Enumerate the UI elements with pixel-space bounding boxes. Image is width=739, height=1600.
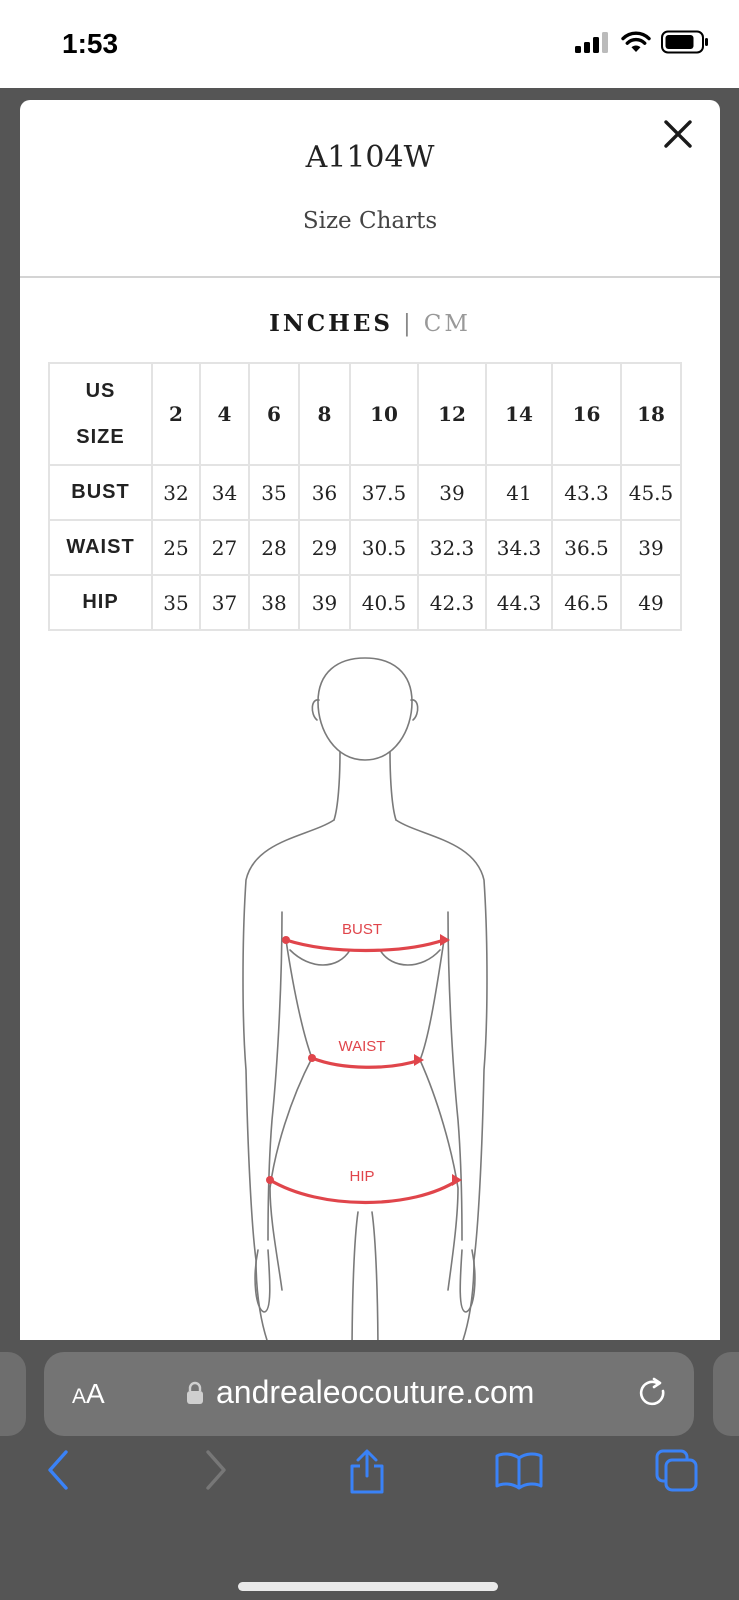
table-cell: 45.5 <box>621 465 681 520</box>
wifi-icon <box>621 31 651 53</box>
url-display[interactable] <box>186 1374 534 1411</box>
table-cell: 46.5 <box>552 575 621 630</box>
table-row-hip <box>49 575 681 630</box>
size-header-cell: 16 <box>552 363 621 465</box>
table-cell: 34 <box>200 465 249 520</box>
body-measurement-figure <box>20 640 720 1340</box>
product-code-title: A1104W <box>305 140 435 175</box>
next-tab-preview[interactable] <box>713 1352 739 1436</box>
table-cell: 30.5 <box>350 520 418 575</box>
size-header-cell: 8 <box>299 363 350 465</box>
text-size-button[interactable]: AA <box>72 1378 105 1409</box>
lock-icon <box>186 1381 204 1405</box>
back-arrow-icon[interactable] <box>44 1448 74 1492</box>
cellular-signal-icon <box>575 31 611 53</box>
size-header-cell: 10 <box>350 363 418 465</box>
previous-tab-preview[interactable] <box>0 1352 26 1436</box>
table-header-row <box>49 363 681 465</box>
table-cell: 37.5 <box>350 465 418 520</box>
row-label-bust: BUST <box>49 465 152 520</box>
waist-measure-line <box>312 1058 420 1067</box>
status-time: 1:53 <box>62 28 119 59</box>
url-text: andrealeocouture.com <box>216 1374 535 1410</box>
size-header-cell: 14 <box>486 363 552 465</box>
modal-subtitle: Size Charts <box>302 208 438 234</box>
table-cell: 39 <box>299 575 350 630</box>
unit-toggle <box>20 310 720 337</box>
waist-figure-label: WAIST <box>338 1038 386 1055</box>
bust-figure-label: BUST <box>341 921 383 938</box>
size-chart-modal <box>20 100 720 1340</box>
home-indicator <box>238 1582 498 1591</box>
table-row-bust <box>49 465 681 520</box>
table-cell: 28 <box>249 520 299 575</box>
table-row-waist <box>49 520 681 575</box>
table-cell: 38 <box>249 575 299 630</box>
table-cell: 43.3 <box>552 465 621 520</box>
us-size-header: US SIZE <box>49 363 152 465</box>
table-cell: 39 <box>621 520 681 575</box>
reload-icon[interactable] <box>636 1376 670 1410</box>
tabs-icon[interactable] <box>654 1448 700 1494</box>
table-cell: 27 <box>200 520 249 575</box>
table-cell: 32 <box>152 465 200 520</box>
unit-separator: | <box>403 311 414 337</box>
size-header-cell: 4 <box>200 363 249 465</box>
table-cell: 29 <box>299 520 350 575</box>
bust-measure-line <box>286 940 444 951</box>
row-label-waist: WAIST <box>49 520 152 575</box>
table-cell: 49 <box>621 575 681 630</box>
table-cell: 35 <box>249 465 299 520</box>
table-cell: 25 <box>152 520 200 575</box>
table-cell: 36.5 <box>552 520 621 575</box>
bookmarks-icon[interactable] <box>494 1448 544 1492</box>
size-header-cell: 2 <box>152 363 200 465</box>
table-cell: 40.5 <box>350 575 418 630</box>
battery-icon <box>661 30 709 54</box>
browser-toolbar <box>0 1440 739 1520</box>
unit-cm-tab[interactable]: CM <box>423 311 471 337</box>
size-header-cell: 12 <box>418 363 486 465</box>
size-header-cell: 18 <box>621 363 681 465</box>
status-bar <box>0 0 739 88</box>
header-divider <box>20 276 720 278</box>
size-header-cell: 6 <box>249 363 299 465</box>
table-cell: 36 <box>299 465 350 520</box>
share-icon[interactable] <box>346 1448 388 1496</box>
hip-figure-label: HIP <box>349 1168 375 1185</box>
unit-inches-tab[interactable]: INCHES <box>269 310 394 337</box>
table-cell: 44.3 <box>486 575 552 630</box>
table-cell: 39 <box>418 465 486 520</box>
browser-bottom-bar <box>0 1340 739 1600</box>
table-cell: 37 <box>200 575 249 630</box>
table-cell: 32.3 <box>418 520 486 575</box>
address-bar[interactable] <box>44 1352 694 1436</box>
size-table <box>48 362 682 631</box>
table-cell: 34.3 <box>486 520 552 575</box>
forward-arrow-icon[interactable] <box>200 1448 230 1492</box>
table-cell: 42.3 <box>418 575 486 630</box>
table-cell: 35 <box>152 575 200 630</box>
table-cell: 41 <box>486 465 552 520</box>
row-label-hip: HIP <box>49 575 152 630</box>
status-icons <box>575 30 709 54</box>
